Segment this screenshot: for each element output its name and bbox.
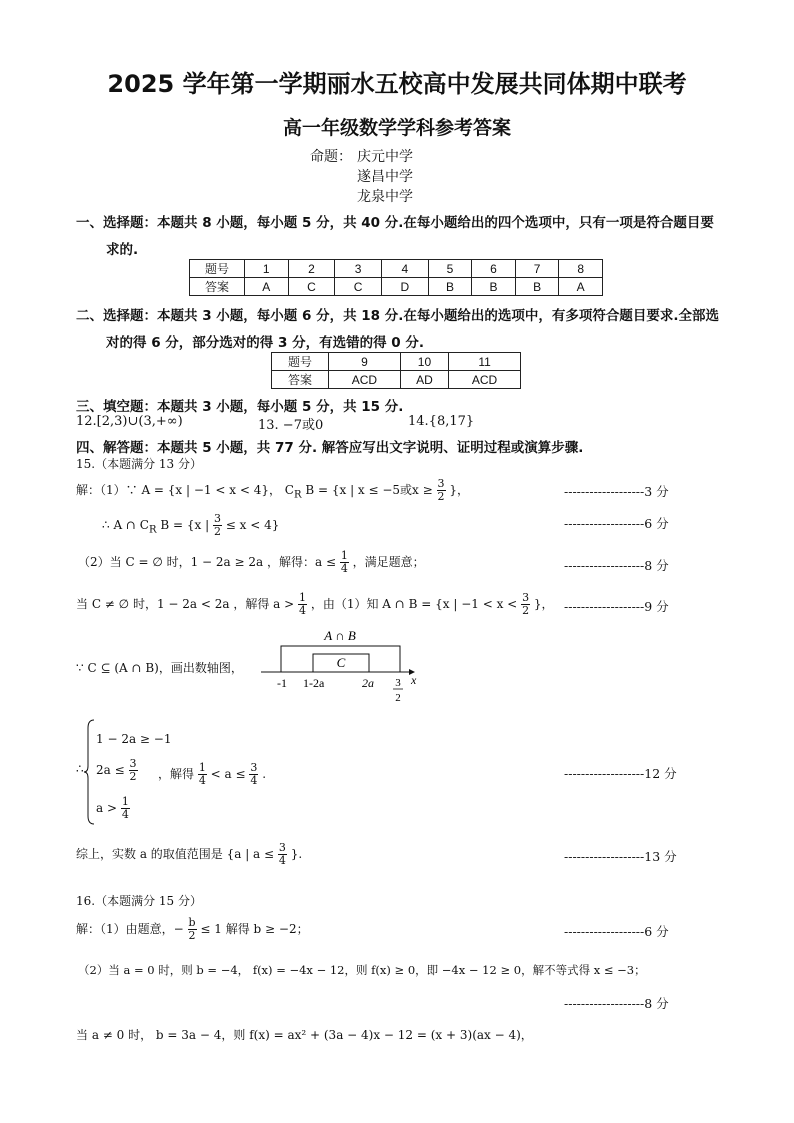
row-label: 答案 xyxy=(272,371,329,389)
q15-line1-rest: B = {x | x ≤ −5或x ≥ xyxy=(305,483,433,497)
answer-cell: ACD xyxy=(449,371,521,389)
q15-therefore: ∴ xyxy=(76,762,84,776)
fraction xyxy=(278,842,287,867)
fraction xyxy=(249,762,258,787)
answer-cell: B xyxy=(428,278,472,296)
q15-conclusion-prefix: 综上，实数 a 的取值范围是 {a | a ≤ xyxy=(76,847,275,861)
question-number: 7 xyxy=(515,260,559,278)
fraction xyxy=(521,592,530,617)
q15-header: 15.（本题满分 13 分） xyxy=(76,457,202,471)
q16-line1 xyxy=(76,917,309,942)
denominator: 2 xyxy=(188,929,196,942)
fraction xyxy=(298,592,307,617)
answer-cell: C xyxy=(335,278,382,296)
q16-score2: -------------------8 分 xyxy=(564,996,669,1011)
fraction xyxy=(129,758,138,783)
section2-answer-table xyxy=(271,352,521,389)
q15-line1-prefix: 解：（1）∵ A = {x | −1 < x < 4}， xyxy=(76,483,281,497)
question-number: 11 xyxy=(449,353,521,371)
numerator: 3 xyxy=(278,841,286,854)
q15-line5: ∵ C ⊆ (A ∩ B)，画出数轴图， xyxy=(76,661,243,675)
answer-cell: C xyxy=(288,278,335,296)
fraction xyxy=(437,478,446,503)
q15-line2-prefix: ∴ A ∩ C xyxy=(102,518,149,532)
denominator: 2 xyxy=(213,525,221,538)
school-1: 庆元中学 xyxy=(357,149,413,165)
q16-line1-end: ≤ 1 解得 b ≥ −2； xyxy=(200,922,309,936)
answer-cell: A xyxy=(559,278,603,296)
numerator: 1 xyxy=(121,795,129,808)
numerator: 3 xyxy=(250,761,258,774)
numerator: 3 xyxy=(213,512,221,525)
denominator: 2 xyxy=(437,490,445,503)
answer-cell: AD xyxy=(400,371,448,389)
fraction xyxy=(340,550,349,575)
q16-line1-prefix: 解：（1）由题意，− xyxy=(76,922,184,936)
q15-line3-end: ，满足题意； xyxy=(352,555,425,569)
question-number: 4 xyxy=(381,260,428,278)
denominator: 2 xyxy=(129,770,137,783)
page-title: 2025 学年第一学期丽水五校高中发展共同体期中联考 xyxy=(107,70,687,98)
q15-solve-prefix: ，解得 xyxy=(158,767,195,781)
system-eq2-text: 2a ≤ xyxy=(96,763,125,777)
q15-score1: -------------------3 分 xyxy=(564,484,669,499)
denominator: 4 xyxy=(250,774,258,787)
table-row xyxy=(272,371,521,389)
complement-subscript: R xyxy=(148,524,157,536)
q15-line3-prefix: （2）当 C = ∅ 时，1 − 2a ≥ 2a ，解得：a ≤ xyxy=(78,555,337,569)
question-number: 3 xyxy=(335,260,382,278)
section4-heading: 四、解答题：本题共 5 小题，共 77 分. 解答应写出文字说明、证明过程或演算步骤. xyxy=(76,440,584,456)
fraction xyxy=(213,513,222,538)
label-a-intersect-b: A ∩ B xyxy=(324,628,356,643)
question-number: 5 xyxy=(428,260,472,278)
proposer-label: 命题： xyxy=(310,149,352,165)
question-number: 10 xyxy=(400,353,448,371)
numerator: b xyxy=(188,916,196,929)
q13-answer: 13. −7或0 xyxy=(258,418,324,433)
section3-heading: 三、填空题：本题共 3 小题，每小题 5 分，共 15 分. xyxy=(76,399,404,415)
tick-neg1: -1 xyxy=(277,676,287,690)
section1-heading-cont: 求的. xyxy=(106,242,139,258)
numerator: 1 xyxy=(198,761,206,774)
q16-line3: 当 a ≠ 0 时， b = 3a − 4，则 f(x) = ax² + (3a − 4)x − 12 = (x + 3)(ax − 4)， xyxy=(76,1028,533,1042)
school-2: 遂昌中学 xyxy=(357,169,413,185)
q15-line1 xyxy=(76,478,469,503)
question-number: 8 xyxy=(559,260,603,278)
q15-line2-mid: B = {x | xyxy=(160,518,210,532)
q15-line4-mid: ，由（1）知 A ∩ B = {x | −1 < x < xyxy=(310,597,518,611)
fraction xyxy=(188,917,197,942)
denominator: 4 xyxy=(121,808,129,821)
q15-line1-end: }， xyxy=(449,483,469,497)
numerator: 3 xyxy=(522,591,530,604)
system-brace xyxy=(84,718,96,826)
answer-cell: B xyxy=(472,278,516,296)
question-number: 1 xyxy=(245,260,289,278)
question-number: 9 xyxy=(329,353,401,371)
denominator: 4 xyxy=(198,774,206,787)
denominator: 4 xyxy=(278,854,286,867)
denominator: 4 xyxy=(340,562,348,575)
q15-line2-end: ≤ x < 4} xyxy=(225,518,280,532)
q15-score4: -------------------9 分 xyxy=(564,599,669,614)
q14-answer: 14.{8,17} xyxy=(408,414,475,429)
brace-path xyxy=(84,720,94,824)
fraction xyxy=(198,762,207,787)
q15-score6: -------------------13 分 xyxy=(564,849,677,864)
number-line-diagram xyxy=(255,626,425,706)
numerator: 1 xyxy=(340,549,348,562)
q15-solve-mid: < a ≤ xyxy=(210,767,246,781)
tick-1-2a: 1-2a xyxy=(303,676,325,690)
q16-score1: -------------------6 分 xyxy=(564,924,669,939)
question-number: 6 xyxy=(472,260,516,278)
q15-line3 xyxy=(78,550,425,575)
page-subtitle: 高一年级数学学科参考答案 xyxy=(282,117,511,139)
numerator: 3 xyxy=(437,477,445,490)
q15-line4-prefix: 当 C ≠ ∅ 时，1 − 2a < 2a ，解得 a > xyxy=(76,597,295,611)
answer-cell: A xyxy=(245,278,289,296)
axis-variable: x xyxy=(411,673,417,687)
question-number: 2 xyxy=(288,260,335,278)
table-row xyxy=(190,278,603,296)
answer-cell: ACD xyxy=(329,371,401,389)
answer-cell: D xyxy=(381,278,428,296)
denominator: 2 xyxy=(522,604,530,617)
section1-answer-table xyxy=(189,259,603,296)
q15-score2: -------------------6 分 xyxy=(564,516,669,531)
tick-2a: 2a xyxy=(362,676,374,690)
system-eq3 xyxy=(96,796,130,821)
system-eq1: 1 − 2a ≥ −1 xyxy=(96,732,172,746)
tick-frac-den: 2 xyxy=(395,692,401,704)
row-label: 题号 xyxy=(272,353,329,371)
table-row xyxy=(190,260,603,278)
section1-heading: 一、选择题：本题共 8 小题，每小题 5 分，共 40 分.在每小题给出的四个选项中，只有一项是符合题目要 xyxy=(76,215,714,231)
section2-heading: 二、选择题：本题共 3 小题，每小题 6 分，共 18 分.在每小题给出的选项中，有多项符合题目要求.全部选 xyxy=(76,308,720,324)
table-row xyxy=(272,353,521,371)
q15-conclusion-end: }. xyxy=(290,847,303,861)
label-c: C xyxy=(336,655,346,670)
section2-heading-cont: 对的得 6 分，部分选对的得 3 分，有选错的得 0 分. xyxy=(106,335,425,351)
q15-line4 xyxy=(76,592,554,617)
row-label: 题号 xyxy=(190,260,245,278)
complement-subscript: R xyxy=(293,489,302,501)
numerator: 3 xyxy=(129,757,137,770)
tick-frac-num: 3 xyxy=(395,677,401,689)
q15-solve-end: . xyxy=(262,767,267,781)
answer-cell: B xyxy=(515,278,559,296)
system-eq2 xyxy=(96,758,138,783)
system-eq3-text: a > xyxy=(96,801,118,815)
row-label: 答案 xyxy=(190,278,245,296)
q15-conclusion xyxy=(76,842,302,867)
q15-solve xyxy=(158,762,266,787)
numerator: 1 xyxy=(299,591,307,604)
q16-line2: （2）当 a = 0 时，则 b = −4， f(x) = −4x − 12，则 f(x) ≥ 0，即 −4x − 12 ≥ 0，解不等式得 x ≤ −3； xyxy=(78,963,646,977)
q12-answer: 12.[2,3)∪(3,+∞) xyxy=(76,414,183,429)
denominator: 4 xyxy=(299,604,307,617)
fraction xyxy=(121,796,130,821)
q15-line4-end: }， xyxy=(533,597,554,611)
q15-score5: -------------------12 分 xyxy=(564,766,677,781)
q15-score3: -------------------8 分 xyxy=(564,558,669,573)
complement-symbol: C xyxy=(284,483,294,497)
q16-header: 16.（本题满分 15 分） xyxy=(76,894,202,908)
school-3: 龙泉中学 xyxy=(357,189,413,205)
q15-line2 xyxy=(102,513,279,538)
